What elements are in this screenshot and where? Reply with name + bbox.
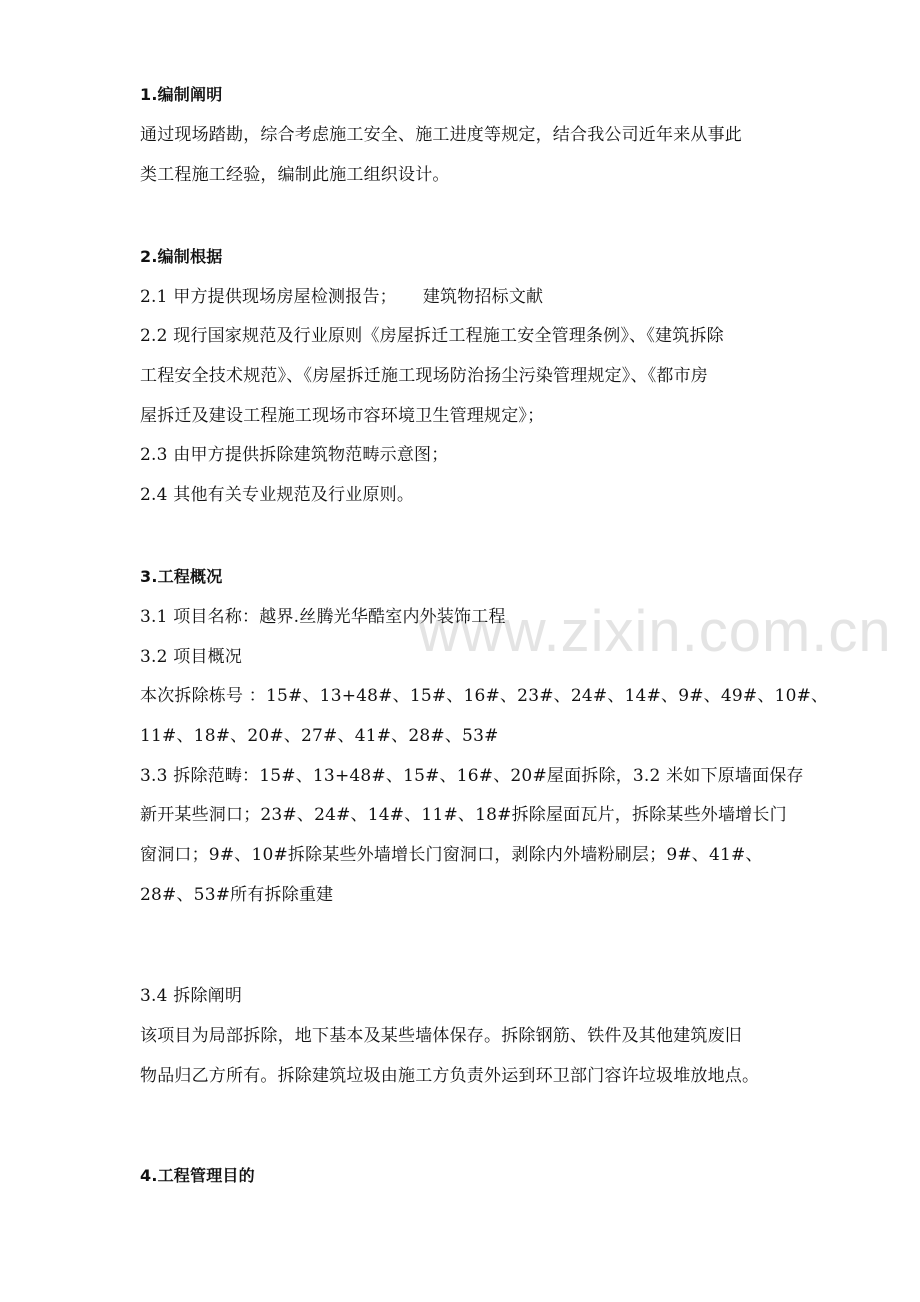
section-3-4-line-1: 该项目为局部拆除，地下基本及某些墙体保存。拆除钢筋、铁件及其他建筑废旧 bbox=[140, 1026, 742, 1046]
section-2-item-1-text: 2.1 甲方提供现场房屋检测报告； bbox=[140, 287, 397, 307]
section-1-line-2: 类工程施工经验，编制此施工组织设计。 bbox=[140, 165, 450, 185]
section-2-item-1-extra: 建筑物招标文献 bbox=[422, 287, 544, 307]
section-3-line-7: 窗洞口；9#、10#拆除某些外墙增长门窗洞口，剥除内外墙粉刷层；9#、41#、 bbox=[140, 845, 763, 865]
watermark: www.zixin.com.cn bbox=[418, 599, 892, 664]
section-1-heading: 1.编制阐明 bbox=[140, 85, 223, 104]
section-3-4-line-2: 物品归乙方所有。拆除建筑垃圾由施工方负责外运到环卫部门容许垃圾堆放地点。 bbox=[140, 1066, 760, 1086]
section-1-line-1: 通过现场踏勘，综合考虑施工安全、施工进度等规定，结合我公司近年来从事此 bbox=[140, 125, 742, 145]
section-2-line-4: 2.3 由甲方提供拆除建筑物范畴示意图； bbox=[140, 445, 449, 465]
section-2-line-2: 工程安全技术规范》、《房屋拆迁施工现场防治扬尘污染管理规定》、《都市房 bbox=[140, 366, 708, 386]
section-3-4-title: 3.4 拆除阐明 bbox=[140, 986, 243, 1006]
section-2-heading: 2.编制根据 bbox=[140, 247, 223, 266]
section-3-line-4: 11#、18#、20#、27#、41#、28#、53# bbox=[140, 726, 499, 746]
section-3-line-5: 3.3 拆除范畴：15#、13+48#、15#、16#、20#屋面拆除，3.2 米如下原墙面保存 bbox=[140, 766, 804, 786]
section-3-line-3: 本次拆除栋号 ：15#、13+48#、15#、16#、23#、24#、14#、9#、49#、10#、 bbox=[140, 686, 829, 706]
section-3-line-1: 3.1 项目名称：越界.丝腾光华酷室内外装饰工程 bbox=[140, 607, 506, 627]
section-4-heading: 4.工程管理目的 bbox=[140, 1166, 255, 1185]
section-2-item-1 bbox=[140, 286, 800, 308]
section-2-line-5: 2.4 其他有关专业规范及行业原则。 bbox=[140, 485, 415, 505]
section-3-line-2: 3.2 项目概况 bbox=[140, 647, 243, 667]
section-3-line-6: 新开某些洞口；23#、24#、14#、11#、18#拆除屋面瓦片，拆除某些外墙增长门 bbox=[140, 805, 787, 825]
section-3-heading: 3.工程概况 bbox=[140, 567, 223, 586]
section-2-line-3: 屋拆迁及建设工程施工现场市容环境卫生管理规定》； bbox=[140, 406, 545, 426]
section-2-line-1: 2.2 现行国家规范及行业原则《房屋拆迁工程施工安全管理条例》、《建筑拆除 bbox=[140, 326, 724, 346]
section-3-line-8: 28#、53#所有拆除重建 bbox=[140, 885, 334, 905]
